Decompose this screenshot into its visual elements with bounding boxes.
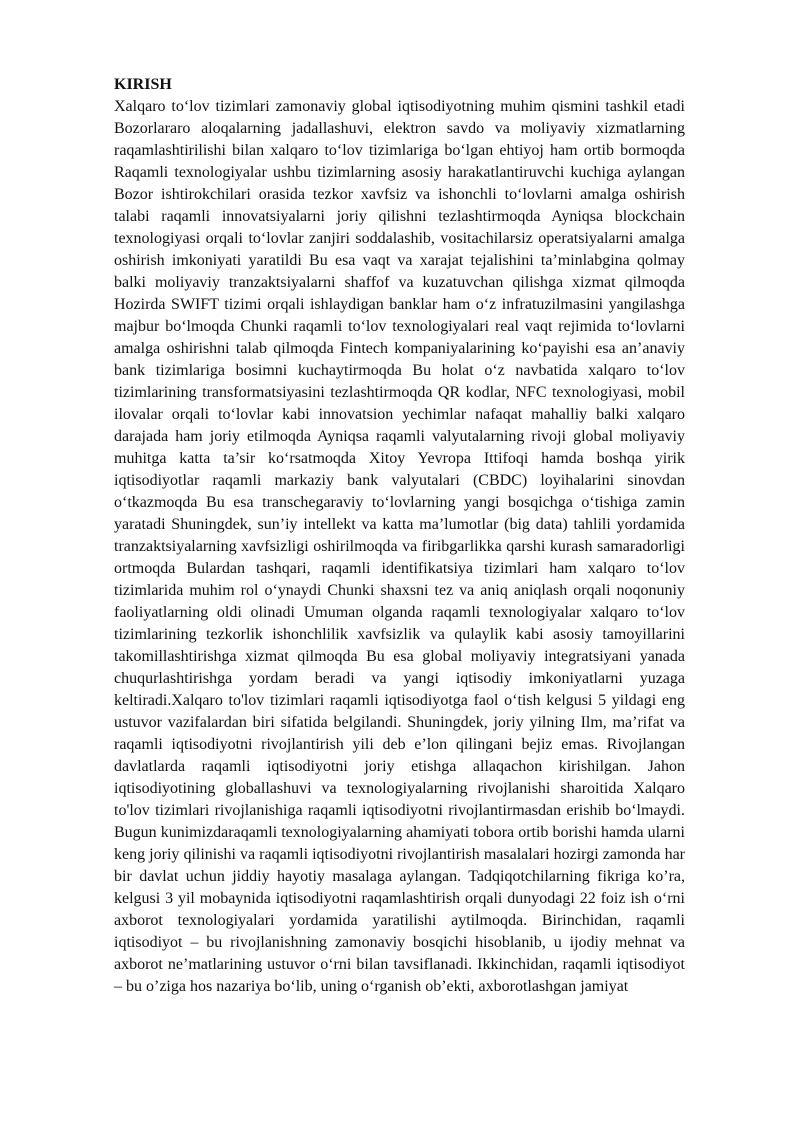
body-paragraph: Xalqaro to‘lov tizimlari zamonaviy global iqtisodiyotning muhim qismini tashkil etadi Bozorlararo aloqalarning jadallashuvi, elektron savdo va moliyaviy xizmatlarning raqamlashtirilishi bilan xalqaro to‘lov tizimlariga bo‘lgan ehtiyoj ham ortib bormoqda Raqamli texnologiyalar ushbu tizimlarning asosiy harakatlantiruvchi kuchiga aylangan Bozor ishtirokchilari orasida tezkor xavfsiz va ishonchli to‘lovlarni amalga oshirish talabi raqamli innovatsiyalarni joriy qilishni tezlashtirmoqda Ayniqsa blockchain texnologiyasi orqali to‘lovlar zanjiri soddalashib, vositachilarsiz operatsiyalarni amalga oshirish imkoniyati yaratildi Bu esa vaqt va xarajat tejalishini ta’minlabgina qolmay balki moliyaviy tranzaktsiyalarni shaffof va kuzatuvchan qilishga xizmat qilmoqda Hozirda SWIFT tizimi orqali ishlaydigan banklar ham o‘z infratuzilmasini yangilashga majbur bo‘lmoqda Chunki raqamli to‘lov texnologiyalari real vaqt rejimida to‘lovlarni amalga oshirishni talab qilmoqda Fintech kompaniyalarining ko‘payishi esa an’anaviy bank tizimlariga bosimni kuchaytirmoqda Bu holat o‘z navbatida xalqaro to‘lov tizimlarining transformatsiyasini tezlashtirmoqda QR kodlar, NFC texnologiyasi, mobil ilovalar orqali to‘lovlar kabi innovatsion yechimlar nafaqat mahalliy balki xalqaro darajada ham joriy etilmoqda Ayniqsa raqamli valyutalarning rivoji global moliyaviy muhitga katta ta’sir ko‘rsatmoqda Xitoy Yevropa Ittifoqi hamda boshqa yirik iqtisodiyotlar raqamli markaziy bank valyutalari (CBDC) loyihalarini sinovdan o‘tkazmoqda Bu esa transchegaraviy to‘lovlarning yangi bosqichga o‘tishiga zamin yaratadi Shuningdek, sun’iy intellekt va katta ma’lumotlar (big data) tahlili yordamida tranzaktsiyalarning xavfsizligi oshirilmoqda va firibgarlikka qarshi kurash samaradorligi ortmoqda Bulardan tashqari, raqamli identifikatsiya tizimlari ham xalqaro to‘lov tizimlarida muhim rol o‘ynaydi Chunki shaxsni tez va aniq aniqlash orqali noqonuniy faoliyatlarning oldi olinadi Umuman olganda raqamli texnologiyalar xalqaro to‘lov tizimlarining tezkorlik ishonchlilik xavfsizlik va qulaylik kabi asosiy tamoyillarini takomillashtirishga xizmat qilmoqda Bu esa global moliyaviy integratsiyani yanada chuqurlashtirishga yordam beradi va yangi iqtisodiy imkoniyatlarni yuzaga keltiradi.Xalqaro to'lov tizimlari raqamli iqtisodiyotga faol o‘tish kelgusi 5 yildagi eng ustuvor vazifalardan biri sifatida belgilandi. Shuningdek, joriy yilning Ilm, ma’rifat va raqamli iqtisodiyotni rivojlantirish yili deb e’lon qilingani bejiz emas. Rivojlangan davlatlarda raqamli iqtisodiyotni joriy etishga allaqachon kirishilgan. Jahon iqtisodiyotining globallashuvi va texnologiyalarning rivojlanishi sharoitida Xalqaro to'lov tizimlari rivojlanishiga raqamli iqtisodiyotni rivojlantirmasdan erishib bo‘lmaydi. Bugun kunimizdaraqamli texnologiyalarning ahamiyati tobora ortib borishi hamda ularni keng joriy qilinishi va raqamli iqtisodiyotni rivojlantirish masalalari hozirgi zamonda har bir davlat uchun jiddiy hayotiy masalaga aylangan. Tadqiqotchilarning fikriga ko’ra, kelgusi 3 yil mobaynida iqtisodiyotni raqamlashtirish orqali dunyodagi 22 foiz ish o‘rni axborot texnologiyalari yordamida yaratilishi aytilmoqda. Birinchidan, raqamli iqtisodiyot – bu rivojlanishning zamonaviy bosqichi hisoblanib, u ijodiy mehnat va axborot ne’matlarining ustuvor o‘rni bilan tavsiflanadi. Ikkinchidan, raqamli iqtisodiyot – bu o’ziga hos nazariya bo‘lib, uning o‘rganish ob’ekti, axborotlashgan jamiyat (114, 98, 685, 995)
document-page (114, 74, 685, 998)
section-heading: KIRISH (114, 76, 172, 93)
